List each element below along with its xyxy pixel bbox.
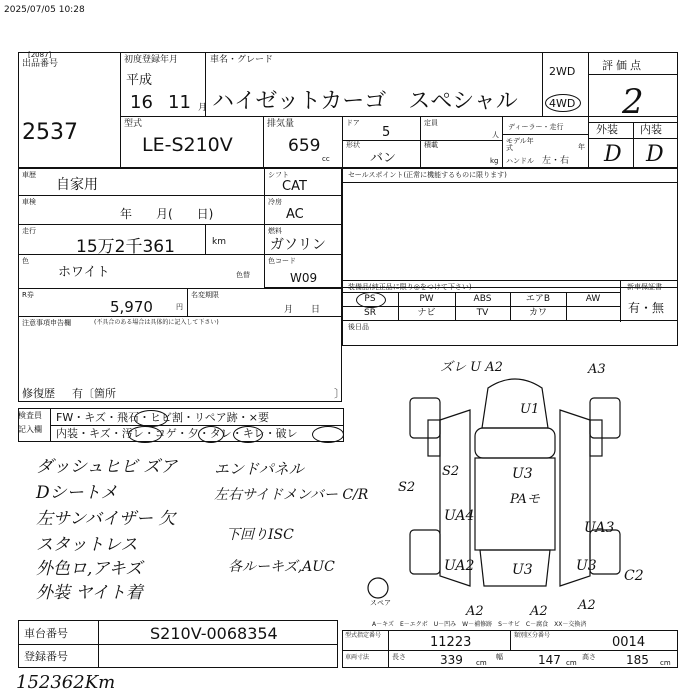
class-label: 類別区分番号	[514, 632, 551, 639]
mark-u3b: U3	[512, 562, 533, 578]
mark-pa: PAモ	[510, 492, 540, 507]
mark-top1: ズレ U A2	[440, 360, 503, 375]
load-label: 積載	[424, 141, 438, 149]
length-cm: cm	[476, 659, 487, 667]
repair-close: 〕	[334, 387, 345, 400]
score-label: 評価点	[602, 59, 644, 72]
shape-label: 形状	[346, 141, 360, 149]
inspector-label2: 記入欄	[18, 425, 42, 434]
model-year-label: モデル年式	[506, 137, 534, 152]
month-unit: 月	[198, 103, 208, 113]
note-visor: 左サンバイザー 欠	[36, 509, 176, 529]
capacity-label: 定員	[424, 119, 438, 127]
chassis-label: 車台番号	[24, 627, 68, 640]
page-number: [2087]	[28, 51, 52, 59]
mark-u3c: U3	[576, 558, 597, 574]
displacement-label: 排気量	[267, 119, 295, 129]
rear-seat-label: 後日品	[348, 323, 369, 331]
right-front-panel	[590, 398, 620, 438]
color: ホワイト	[58, 265, 110, 280]
equipment-label: 装備品(純正品に限り◎をつけて下さい)	[348, 283, 472, 291]
left-front-panel	[410, 398, 440, 438]
class-number: 0014	[612, 635, 646, 650]
inspector-row1: FW・キズ・飛石・ヒビ割・リペア跡・×要	[56, 411, 269, 424]
r-value: 5,970	[110, 298, 153, 316]
handle-label: ハンドル	[506, 157, 534, 165]
chassis-number: S210V-0068354	[150, 624, 278, 643]
mileage-label: 走行	[22, 227, 36, 235]
note-sidemember: 左右サイドメンバー C/R	[214, 487, 369, 503]
repair-label: 修復歴	[22, 387, 55, 400]
spare-tire	[368, 578, 388, 598]
shaken-label: 車検	[22, 198, 36, 206]
note-dash: ダッシュヒビ ズア	[36, 457, 178, 477]
mark-ua2: UA2	[444, 558, 475, 574]
windshield-outline	[475, 428, 555, 458]
first-reg-label: 初度登録年月	[124, 55, 179, 65]
mark-u3a: U3	[512, 466, 533, 482]
mark-c2: C2	[624, 568, 644, 584]
size-label: 車両寸法	[345, 654, 370, 661]
sales-point-label: セールスポイント(正常に機能するものに限ります)	[348, 171, 507, 179]
mark-a2c: A2	[578, 598, 596, 613]
type-spec: 11223	[430, 635, 472, 650]
repair-value: 有〔箇所	[72, 387, 116, 400]
color-change-label: 色替	[236, 271, 250, 279]
length-label: 長さ	[392, 653, 406, 661]
equip-sr: SR	[364, 308, 376, 318]
height-label: 高さ	[582, 653, 596, 661]
shift: CAT	[282, 179, 307, 194]
equip-abs: ABS	[473, 294, 492, 304]
reg-month: 11	[168, 92, 191, 113]
doors: 5	[382, 125, 391, 140]
reg-label: 登録番号	[24, 650, 68, 663]
model-label: 型式	[124, 119, 143, 129]
warranty-label: 新車保証書	[627, 283, 662, 291]
shaken-value: 年 月( 日)	[120, 207, 214, 221]
r-label: R券	[22, 291, 34, 299]
name-change-label: 名変期限	[191, 291, 219, 299]
exterior-grade: D	[604, 142, 622, 167]
reg-year: 16	[130, 92, 153, 113]
cc-unit: cc	[322, 155, 330, 163]
mark-mid: U1	[520, 402, 540, 417]
handle-value: 左・右	[542, 156, 570, 166]
length: 339	[440, 653, 463, 667]
right-info-block	[264, 168, 678, 288]
timestamp: 2025/07/05 10:28	[4, 5, 85, 15]
inspector-row2: 内装・キズ・汚レ・コゲ・夕・タレ・キレ・破レ	[56, 427, 298, 440]
notice-sub: (不具合のある場合は具体的に記入して下さい)	[94, 319, 219, 326]
mark-s2: S2	[398, 480, 416, 495]
mark-s: S2	[442, 464, 460, 479]
width-cm: cm	[566, 659, 577, 667]
mark-top2: A3	[588, 362, 606, 377]
note-seat: Dシートメ	[36, 483, 118, 503]
exterior-label: 外装	[596, 123, 618, 136]
warranty-value: 有・無	[628, 301, 665, 315]
mark-ua3: UA3	[584, 520, 615, 536]
year-unit: 年	[578, 143, 585, 151]
model: LE-S210V	[142, 134, 233, 156]
width: 147	[538, 653, 561, 667]
equip-pw: PW	[419, 294, 434, 304]
note-endpanel: エンドパネル	[214, 460, 304, 478]
equip-ps: PS	[364, 294, 376, 304]
height-cm: cm	[660, 659, 671, 667]
displacement: 659	[288, 136, 321, 156]
car-name-label: 車名・グレード	[210, 55, 274, 65]
aircon: AC	[286, 207, 304, 222]
color-code: W09	[290, 271, 318, 285]
note-exterior2: 外装 ヤイト着	[36, 583, 143, 603]
score-value: 2	[622, 82, 644, 122]
shift-label: シフト	[268, 171, 289, 179]
car-kind: 自家用	[56, 177, 98, 193]
inspector-label1: 検査員	[18, 411, 42, 420]
drive-2wd: 2WD	[549, 65, 576, 78]
equip-leather: カワ	[528, 308, 547, 318]
fuel: ガソリン	[270, 237, 326, 253]
car-name: ハイゼットカーゴ スペシャル	[212, 89, 518, 114]
month-day: 月 日	[284, 305, 321, 315]
shape: バン	[370, 151, 397, 166]
lot-number: 2537	[22, 120, 78, 145]
doors-label: ドア	[346, 119, 360, 127]
equip-airbag: エアB	[525, 294, 551, 304]
km-unit: km	[212, 237, 226, 247]
notice-label: 注意事項申告欄	[22, 319, 71, 327]
width-label: 幅	[496, 653, 503, 661]
equip-tv: TV	[476, 308, 489, 318]
note-studless: スタットレス	[36, 535, 138, 555]
spare-label: スペア	[370, 599, 391, 607]
note-scratches: 各ルーキズ,AUC	[228, 559, 335, 575]
mileage: 15万2千361	[76, 237, 175, 257]
load-unit: kg	[490, 157, 499, 165]
note-underside: 下回りISC	[226, 527, 294, 543]
note-exterior: 外色ロ,アキズ	[36, 559, 143, 579]
mark-a2b: A2	[530, 604, 548, 619]
left-rear-panel	[410, 530, 440, 574]
aircon-label: 冷房	[268, 198, 282, 206]
damage-legend: A－キズ E－エクボ U－凹み W－補修跡 S－サビ C－腐食 XX－交換済	[372, 621, 587, 628]
bottom-mileage: 152362Km	[16, 672, 116, 693]
equip-ps-circle	[356, 292, 386, 308]
era: 平成	[126, 73, 153, 88]
equip-navi: ナビ	[417, 308, 436, 318]
type-spec-label: 型式指定番号	[345, 632, 382, 639]
capacity-unit: 人	[492, 131, 499, 139]
dealer-label: ディーラー・走行	[508, 123, 564, 131]
interior-label: 内装	[640, 123, 662, 136]
interior-grade: D	[646, 142, 664, 167]
color-code-label: 色コード	[268, 257, 296, 265]
drive-4wd: 4WD	[549, 97, 576, 110]
color-label: 色	[22, 257, 29, 265]
lot-label: 出品番号	[22, 59, 59, 69]
fuel-label: 燃料	[268, 227, 282, 235]
mark-ua4: UA4	[444, 508, 475, 524]
mark-a2a: A2	[466, 604, 484, 619]
equip-aw: AW	[585, 294, 601, 304]
car-kind-label: 車歴	[22, 171, 36, 179]
yen-unit: 円	[176, 303, 183, 311]
height: 185	[626, 653, 649, 667]
